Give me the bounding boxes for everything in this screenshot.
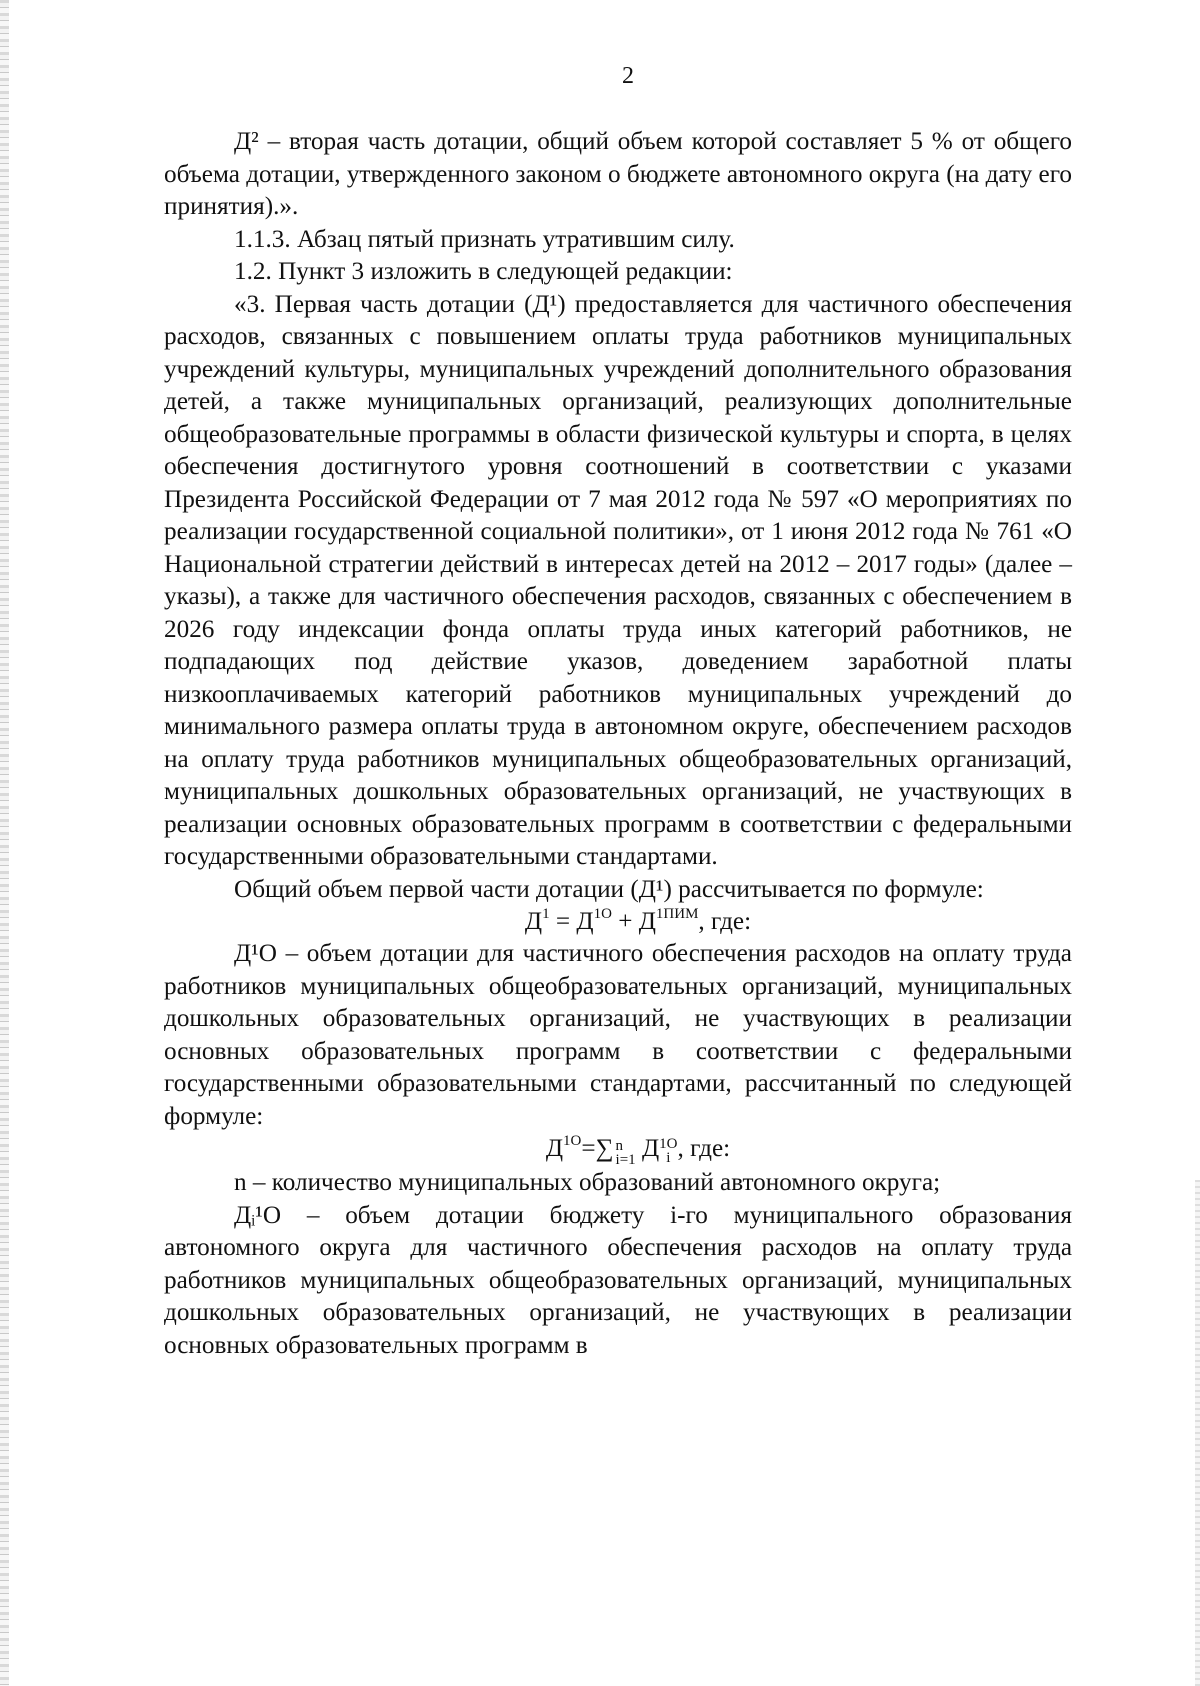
paragraph-d2: Д² – вторая часть дотации, общий объем которой составляет 5 % от общего объема дотации, утвержденного законом о бюджете автономного округа (на дату его принятия).».	[164, 128, 1072, 220]
sum-limits: n i=1	[615, 1138, 636, 1168]
paragraph-d10: Д¹О – объем дотации для частичного обеспечения расходов на оплату труда работников муниципальных общеобразовательных организаций, муниципальных дошкольных образовательных организаций, не участвующих в реализации основных образовательных программ в соответствии с федеральными государственными образовательными стандартами, рассчитанный по следующей формуле:	[164, 940, 1072, 1130]
scan-edge-left	[0, 0, 9, 1686]
formula-d1: $Д^1 = Д^{1О} + Д^{1ПИМ}$, где:	[524, 906, 752, 935]
paragraph-di10: Дᵢ¹О – объем дотации бюджету i-го муниципального образования автономного округа для частичного обеспечения расходов на оплату труда работников муниципальных общеобразовательных организаций, муниципальных дошкольных образовательных организаций, не участвующих в реализации основных образовательных программ в	[164, 1201, 1072, 1359]
paragraph-n: n – количество муниципальных образований автономного округа;	[234, 1169, 941, 1196]
page-number: 2	[622, 63, 634, 89]
paragraph-total-volume: Общий объем первой части дотации (Д¹) рассчитывается по формуле:	[234, 875, 984, 903]
formula-d10-sum: $Д^{1О}=\sum$ n i=1 Д 1О i , где:	[545, 1133, 731, 1168]
paragraph-point-3: «3. Первая часть дотации (Д¹) предоставляется для частичного обеспечения расходов, связанных с повышением оплаты труда работников муниципальных учреждений культуры, муниципальных учреждений дополнительного образования детей, а также муниципальных организаций, реализующих дополнительные общеобразовательные программы в области физической культуры и спорта, в целях обеспечения достигнутого уровня соотношений в соответствии с указами Президента Российской Федерации от 7 мая 2012 года № 597 «О мероприятиях по реализации государственной социальной политики», от 1 июня 2012 года № 761 «О Национальной стратегии действий в интересах детей на 2012 – 2017 годы» (далее – указы), а также для частичного обеспечения расходов, связанных с обеспечением в 2026 году индексации фонда оплаты труда иных категорий работников, не подпадающих под действие указов, доведением заработной платы низкооплачиваемых категорий работников муниципальных учреждений до минимального размера оплаты труда в автономном округе, обеспечением расходов на оплату труда работников муниципальных общеобразовательных организаций, муниципальных дошкольных образовательных организаций, не участвующих в реализации основных образовательных программ в соответствии с федеральными государственными образовательными стандартами.	[164, 290, 1072, 870]
scan-edge-right	[1195, 1180, 1200, 1686]
document-body	[164, 126, 1072, 1362]
index-scripts: 1О i	[659, 1136, 678, 1166]
paragraph-1-2: 1.2. Пункт 3 изложить в следующей редакции:	[234, 258, 733, 285]
paragraph-1-1-3: 1.1.3. Абзац пятый признать утратившим силу.	[234, 225, 735, 253]
